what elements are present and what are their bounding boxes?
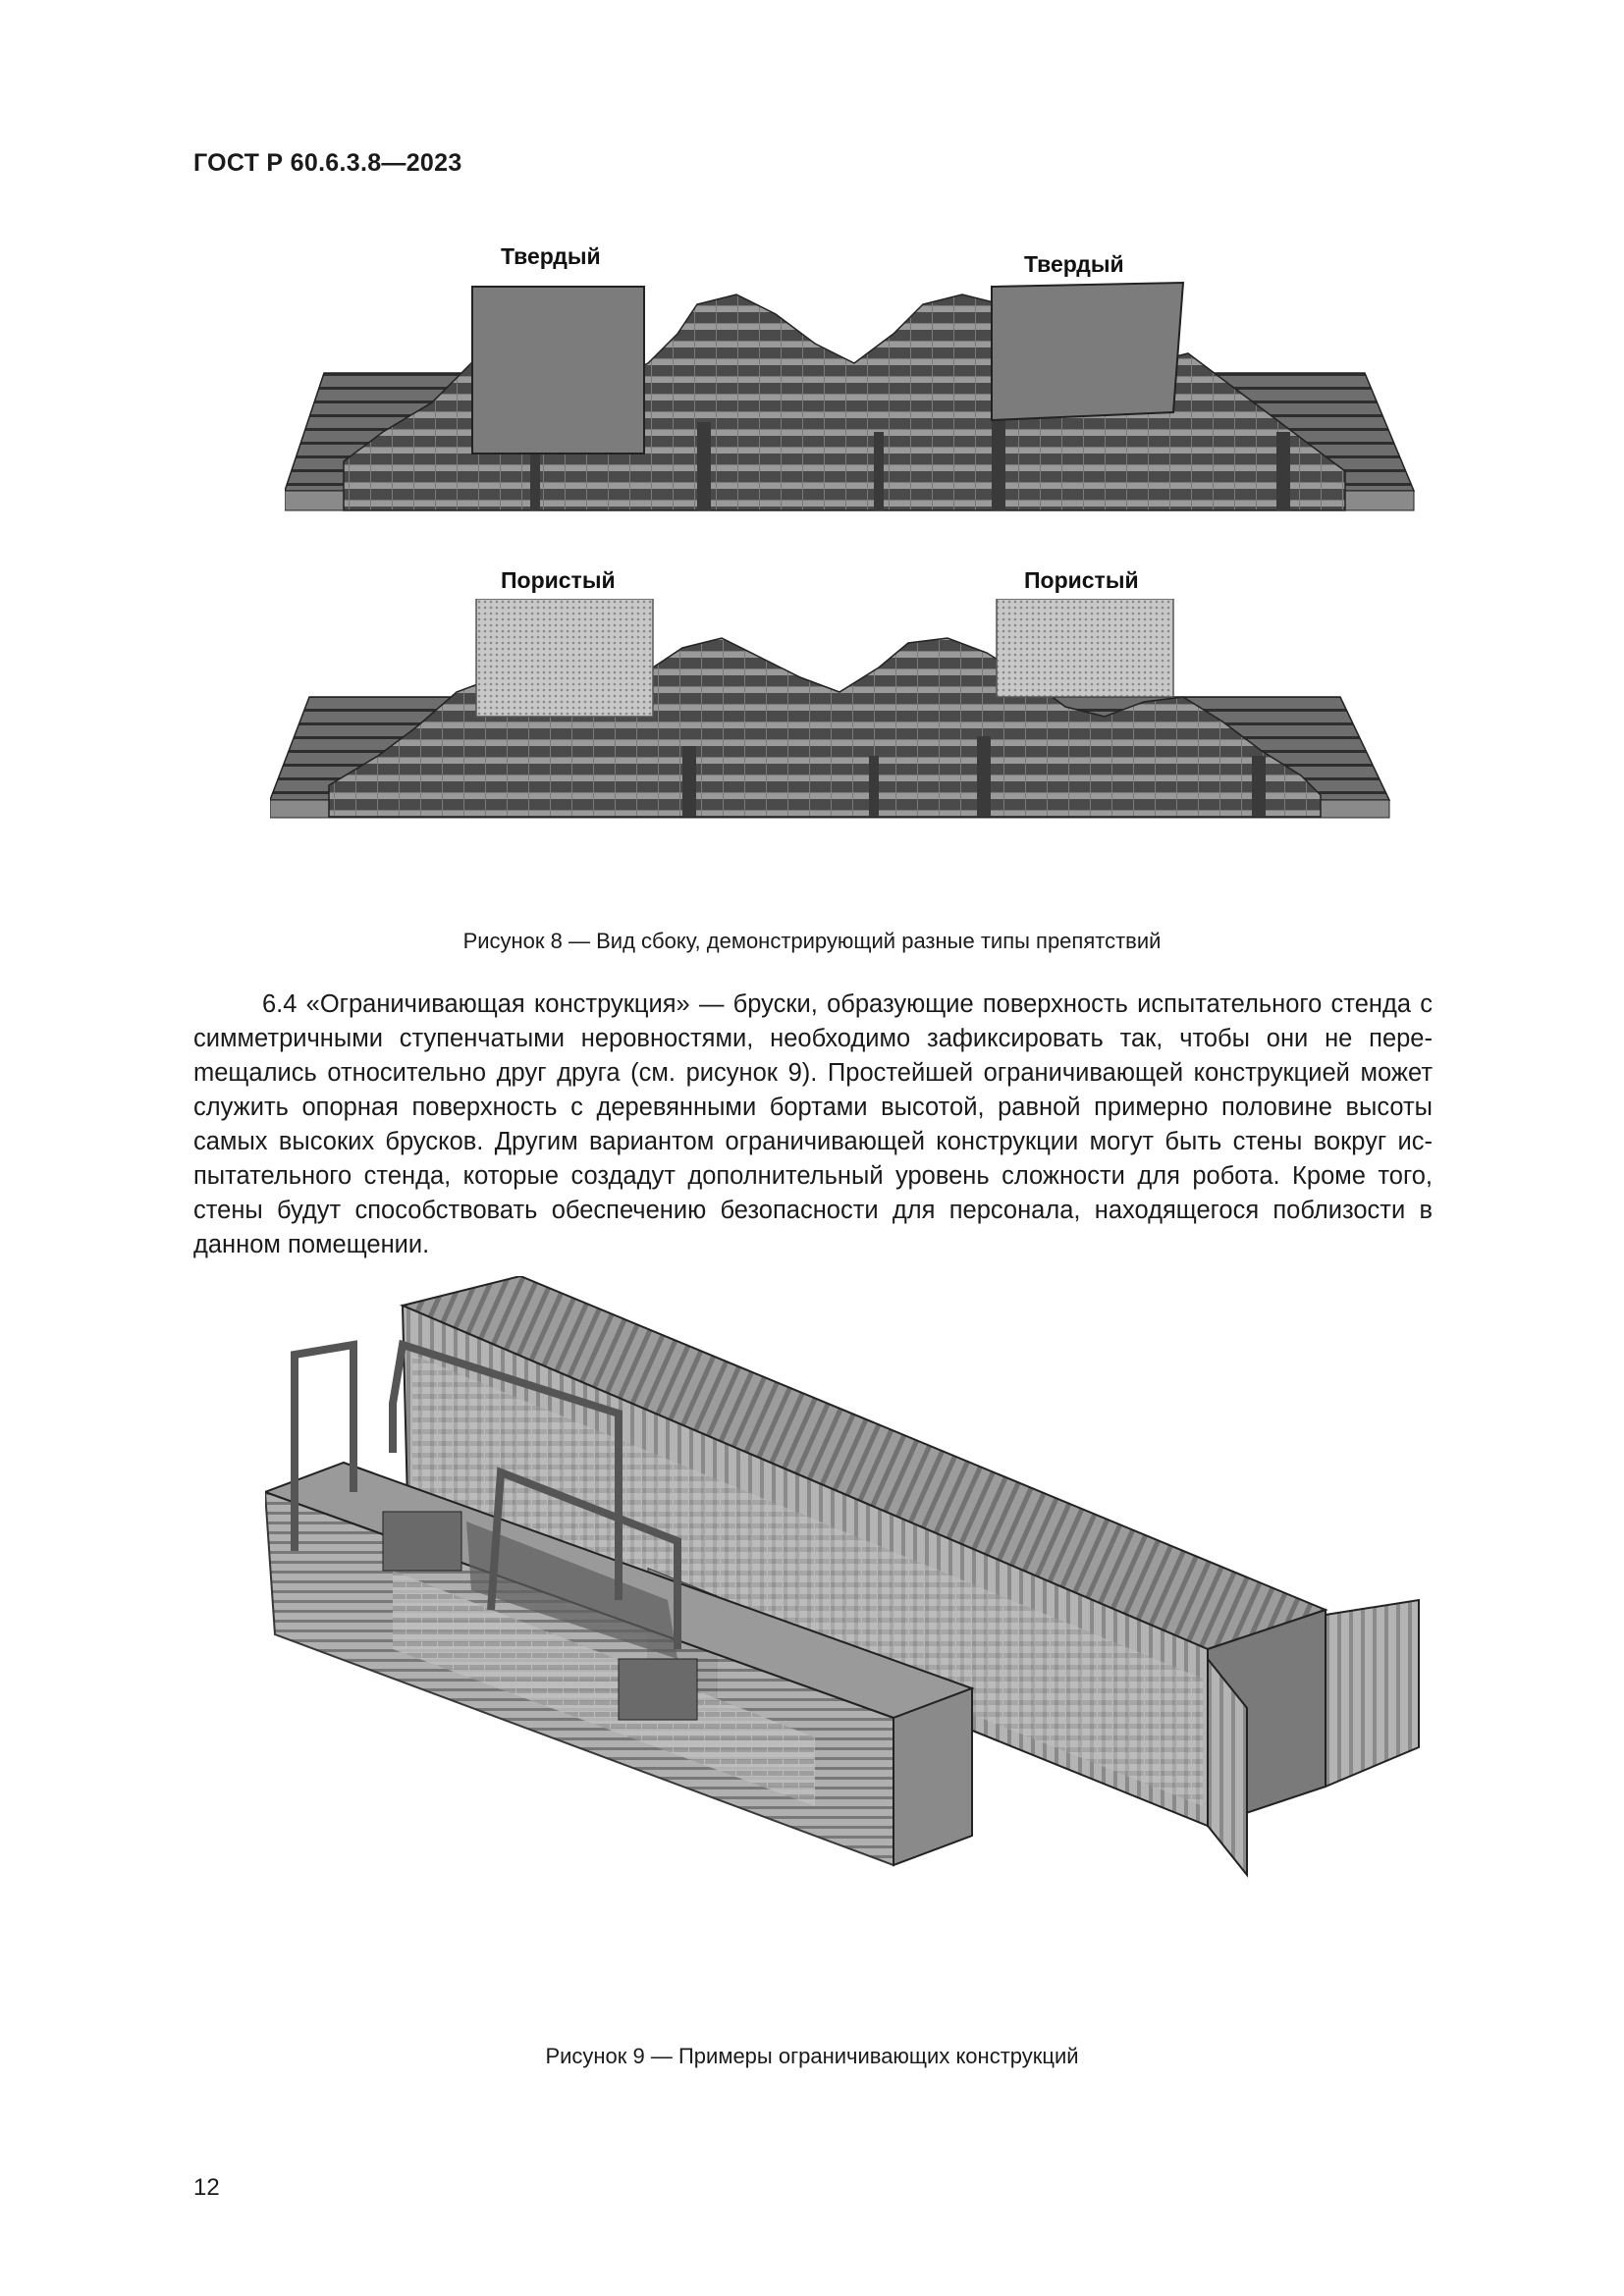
solid-label-right: Твердый: [1024, 251, 1124, 277]
figure8-caption: Рисунок 8 — Вид сбоку, демонстрирующий разные типы препятствий: [462, 929, 1162, 953]
figure9-caption: Рисунок 9 — Примеры ограничивающих конструкций: [545, 2044, 1079, 2068]
figure9-enclosures: [265, 1276, 1443, 1963]
porous-label-left: Пористый: [501, 567, 616, 593]
section-paragraph: 6.4 «Ограничивающая конструкция» — бруски, образующие поверхность испытательного стенда с симметричными ступенчатыми неровностями, необходимо зафиксировать так, чтобы они не переmещались относительно друг друга (см. рисунок 9). Простейшей ограничивающей конструкцией может служить опорная поверхность с деревянными бортами высотой, равной примерно половине высоты самых высоких брусков. Другим вариантом ограничивающей конструкции могут быть стены вокруг испытательного стенда, которые создадут дополнительный уровень сложности для робота. Кроме того, стены будут способствовать обеспечению безопасности для персонала, находящегося поблизости в данном помещении.: [193, 990, 1433, 1258]
solid-label-left: Твердый: [501, 243, 601, 269]
porous-label-right: Пористый: [1024, 567, 1139, 593]
page-number: 12: [193, 2174, 220, 2201]
figure8-porous-terrain: [270, 599, 1409, 825]
figure8-solid-terrain: [285, 236, 1424, 530]
document-header: ГОСТ Р 60.6.3.8—2023: [193, 149, 462, 177]
